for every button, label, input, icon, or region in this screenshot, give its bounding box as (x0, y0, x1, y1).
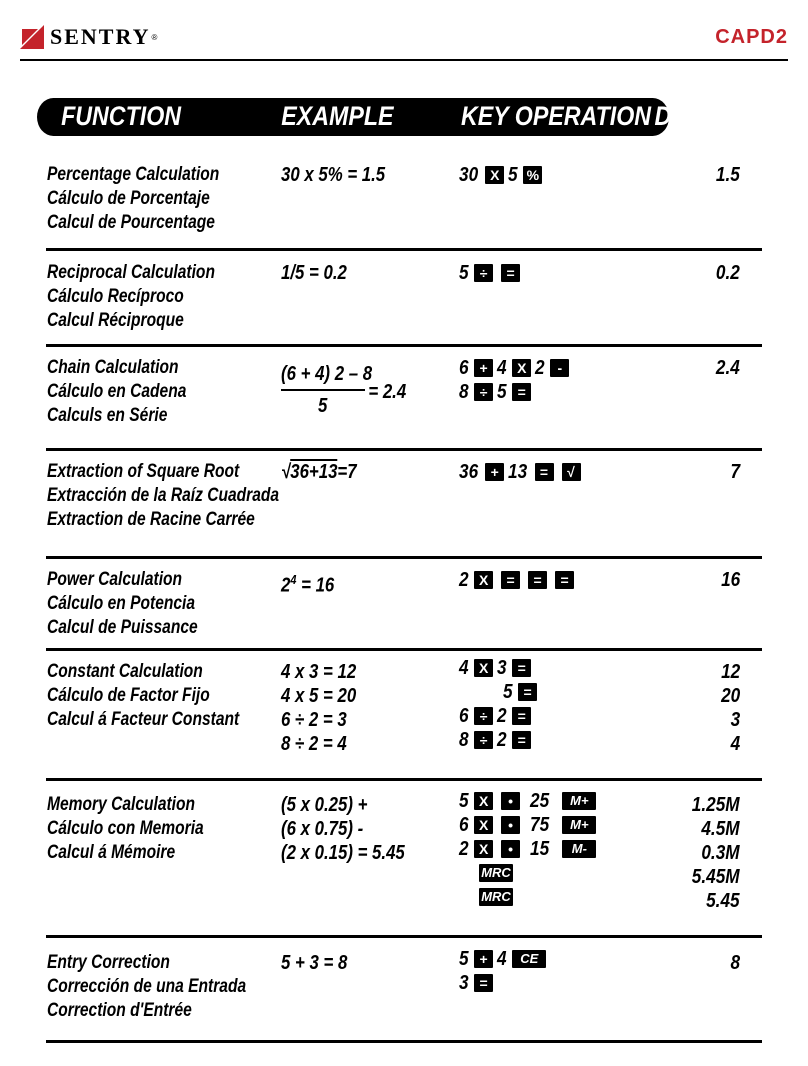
example-reciprocal (281, 261, 347, 285)
power-base: 2 (281, 574, 291, 597)
plus-key-icon: + (474, 359, 493, 377)
function-name-en: Constant Calculation (47, 661, 203, 682)
key-number: 8 (459, 729, 469, 751)
times-key-icon: X (474, 659, 493, 677)
example-line: (6 x 0.75) - (281, 818, 364, 840)
header-display: DISPLAY (654, 101, 754, 131)
function-name-es: Cálculo de Factor Fijo (47, 685, 210, 706)
divide-key-icon: ÷ (474, 264, 493, 282)
example-chain (281, 362, 441, 422)
display-power (721, 568, 740, 592)
key-number: 6 (459, 705, 469, 727)
power-exponent: 4 (290, 572, 297, 587)
example-constant (281, 660, 356, 756)
equals-key-icon: = (512, 731, 531, 749)
registered-mark: ® (151, 32, 158, 42)
key-number: 2 (459, 569, 469, 591)
function-name-fr: Calculs en Série (47, 405, 168, 426)
function-name-es: Corrección de una Entrada (47, 976, 247, 997)
example-line: (5 x 0.25) + (281, 794, 368, 816)
function-name-es: Cálculo en Cadena (47, 381, 187, 402)
times-key-icon: X (474, 816, 493, 834)
key-operation-chain (459, 356, 573, 404)
equals-key-icon: = (501, 571, 520, 589)
display-value: 4 (730, 733, 740, 755)
display-entry-correction (730, 951, 740, 975)
key-number: 2 (459, 838, 469, 860)
display-value: 8 (730, 952, 740, 974)
function-entry-correction (47, 951, 246, 1023)
plus-key-icon: + (474, 950, 493, 968)
function-name-en: Entry Correction (47, 952, 170, 973)
example-power (281, 568, 334, 598)
key-operation-entry-correction (459, 947, 550, 995)
example-line: 5 + 3 = 8 (281, 952, 348, 974)
function-name-fr: Calcul á Mémoire (47, 842, 176, 863)
display-chain (716, 356, 740, 380)
function-chain (47, 356, 186, 428)
example-line: 8 ÷ 2 = 4 (281, 733, 347, 755)
display-reciprocal (716, 261, 740, 285)
key-number: 36 (459, 461, 479, 483)
key-number: 2 (535, 357, 545, 379)
row-divider (46, 448, 762, 451)
function-power (47, 568, 198, 640)
column-header-bar (37, 98, 754, 136)
function-name-fr: Calcul Réciproque (47, 310, 184, 331)
clear-entry-key-icon: CE (512, 950, 546, 968)
display-value: 12 (720, 661, 740, 683)
key-number: 15 (530, 838, 550, 860)
sqrt-result: =7 (337, 461, 357, 483)
row-divider (46, 344, 762, 347)
display-square-root (730, 460, 740, 484)
key-operation-power (459, 568, 578, 592)
key-number: 30 (459, 164, 479, 186)
fraction-result: = 2.4 (368, 381, 407, 403)
decimal-key-icon: • (501, 840, 520, 858)
example-memory (281, 793, 405, 865)
equals-key-icon: = (474, 974, 493, 992)
memory-plus-key-icon: M+ (562, 816, 596, 834)
fraction-denominator: 5 (317, 395, 328, 417)
fraction-bar (281, 389, 365, 391)
function-name-fr: Calcul de Puissance (47, 617, 198, 638)
example-line: 30 x 5% = 1.5 (281, 164, 386, 186)
model-number: CAPD2 (715, 26, 788, 48)
key-number: 3 (459, 972, 469, 994)
function-name-en: Memory Calculation (47, 794, 196, 815)
header-example: EXAMPLE (281, 101, 394, 131)
example-square-root (281, 460, 357, 484)
key-number: 75 (530, 814, 550, 836)
function-name-es: Cálculo Recíproco (47, 286, 184, 307)
function-square-root (47, 460, 279, 532)
times-key-icon: X (485, 166, 504, 184)
brand-name: SENTRY (50, 24, 151, 49)
function-memory (47, 793, 204, 865)
key-number: 2 (497, 729, 507, 751)
display-value: 4.5M (701, 818, 740, 840)
example-line: 4 x 3 = 12 (281, 661, 357, 683)
key-number: 2 (497, 705, 507, 727)
plus-key-icon: + (485, 463, 504, 481)
key-number: 6 (459, 357, 469, 379)
key-number: 5 (459, 948, 469, 970)
equals-key-icon: = (535, 463, 554, 481)
sentry-logo (20, 22, 157, 52)
top-divider (20, 59, 788, 61)
function-name-es: Cálculo de Porcentaje (47, 188, 210, 209)
function-name-en: Chain Calculation (47, 357, 179, 378)
times-key-icon: X (474, 840, 493, 858)
equals-key-icon: = (528, 571, 547, 589)
function-name-es: Cálculo en Potencia (47, 593, 196, 614)
memory-recall-key-icon: MRC (479, 888, 513, 906)
display-value: 0.3M (701, 842, 740, 864)
fraction-numerator: (6 + 4) 2 – 8 (281, 363, 373, 385)
key-number: 13 (508, 461, 528, 483)
minus-key-icon: - (550, 359, 569, 377)
row-divider (46, 778, 762, 781)
display-value: 5.45 (706, 890, 740, 912)
function-name-en: Extraction of Square Root (47, 461, 240, 482)
function-name-en: Power Calculation (47, 569, 183, 590)
equals-key-icon: = (512, 707, 531, 725)
key-operation-constant (459, 656, 541, 752)
function-reciprocal (47, 261, 215, 333)
key-number: 4 (497, 357, 507, 379)
display-value: 16 (720, 569, 740, 591)
display-value: 7 (730, 461, 740, 483)
display-memory (692, 793, 740, 913)
display-value: 1.25M (692, 794, 740, 816)
sqrt-radicand: 36+13 (290, 461, 338, 483)
function-name-es: Cálculo con Memoria (47, 818, 204, 839)
memory-plus-key-icon: M+ (562, 792, 596, 810)
bottom-divider (46, 1040, 762, 1043)
key-number: 6 (459, 814, 469, 836)
equals-key-icon: = (501, 264, 520, 282)
display-percentage (716, 163, 740, 187)
function-name-fr: Correction d'Entrée (47, 1000, 192, 1021)
display-value: 5.45M (692, 866, 740, 888)
example-line: 4 x 5 = 20 (281, 685, 357, 707)
display-value: 2.4 (716, 357, 740, 379)
key-number: 5 (503, 681, 513, 703)
divide-key-icon: ÷ (474, 707, 493, 725)
equals-key-icon: = (518, 683, 537, 701)
key-operation-memory (459, 789, 600, 909)
key-number: 8 (459, 381, 469, 403)
key-operation-percentage (459, 163, 546, 187)
function-percentage (47, 163, 219, 235)
display-constant (721, 660, 740, 756)
percent-key-icon: % (523, 166, 542, 184)
key-number: 25 (530, 790, 550, 812)
key-operation-square-root (459, 460, 585, 484)
function-name-fr: Calcul de Pourcentage (47, 212, 215, 233)
memory-minus-key-icon: M- (562, 840, 596, 858)
sentry-logo-mark-icon (20, 25, 44, 49)
times-key-icon: X (512, 359, 531, 377)
sqrt-key-icon: √ (562, 463, 581, 481)
key-number: 4 (459, 657, 469, 679)
key-number: 3 (497, 657, 507, 679)
header-key-operation: KEY OPERATION (460, 101, 652, 131)
times-key-icon: X (474, 571, 493, 589)
key-number: 5 (459, 790, 469, 812)
display-value: 1.5 (716, 164, 740, 186)
function-constant (47, 660, 239, 732)
equals-key-icon: = (555, 571, 574, 589)
divide-key-icon: ÷ (474, 383, 493, 401)
example-percentage (281, 163, 385, 187)
function-name-es: Extracción de la Raíz Cuadrada (47, 485, 280, 506)
function-name-fr: Extraction de Racine Carrée (47, 509, 255, 530)
equals-key-icon: = (512, 383, 531, 401)
sqrt-symbol: √ (281, 461, 291, 483)
key-operation-reciprocal (459, 261, 524, 285)
power-result: = 16 (296, 574, 335, 597)
row-divider (46, 556, 762, 559)
row-divider (46, 248, 762, 251)
key-number: 5 (459, 262, 469, 284)
key-number: 4 (497, 948, 507, 970)
example-entry-correction (281, 951, 347, 975)
example-line: (2 x 0.15) = 5.45 (281, 842, 405, 864)
equals-key-icon: = (512, 659, 531, 677)
function-name-en: Percentage Calculation (47, 164, 220, 185)
header-function: FUNCTION (61, 101, 182, 131)
row-divider (46, 648, 762, 651)
times-key-icon: X (474, 792, 493, 810)
function-name-fr: Calcul á Facteur Constant (47, 709, 240, 730)
display-value: 20 (720, 685, 740, 707)
display-value: 0.2 (716, 262, 740, 284)
decimal-key-icon: • (501, 792, 520, 810)
function-name-en: Reciprocal Calculation (47, 262, 215, 283)
example-line: 6 ÷ 2 = 3 (281, 709, 347, 731)
key-number: 5 (508, 164, 518, 186)
memory-recall-key-icon: MRC (479, 864, 513, 882)
row-divider (46, 935, 762, 938)
display-value: 3 (730, 709, 740, 731)
decimal-key-icon: • (501, 816, 520, 834)
divide-key-icon: ÷ (474, 731, 493, 749)
key-number: 5 (497, 381, 507, 403)
example-line: 1/5 = 0.2 (281, 262, 347, 284)
